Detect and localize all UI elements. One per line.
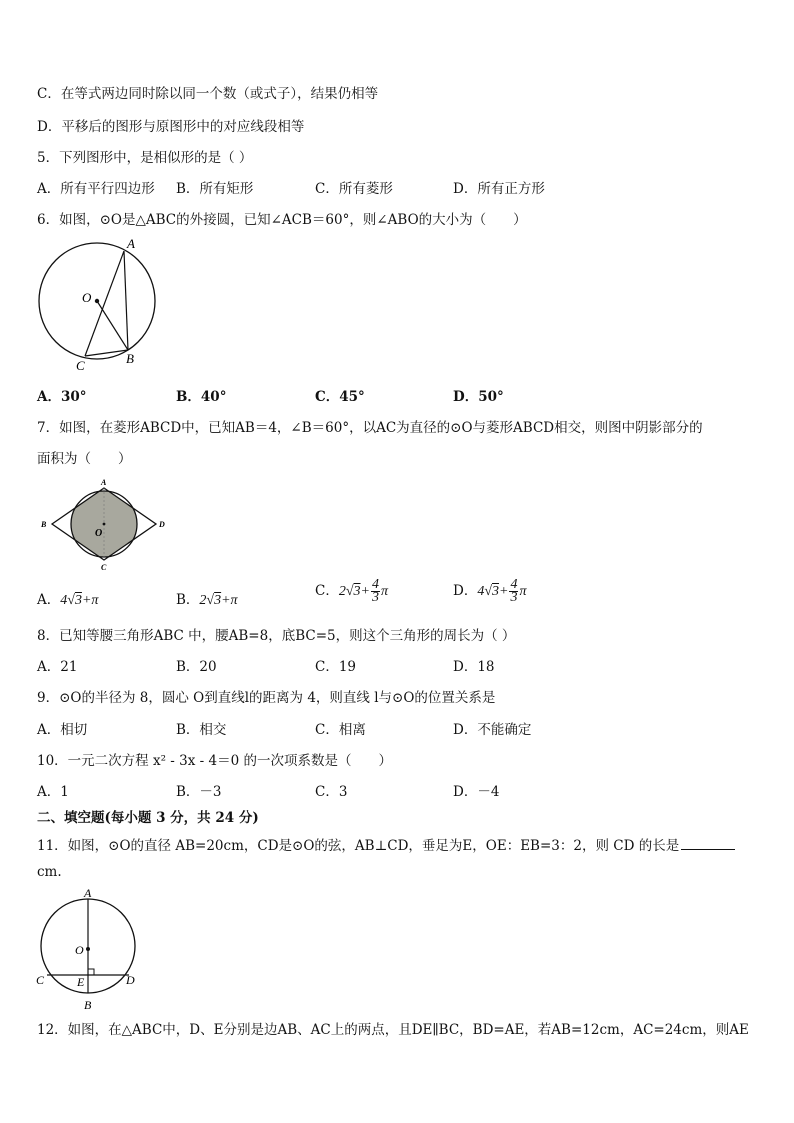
q7-option-d-denominator: 3	[510, 590, 518, 605]
q6-stem: 6．如图，⊙O是△ABC的外接圆，已知∠ACB＝60°，则∠ABO的大小为（ ）	[37, 212, 527, 228]
q7-label-d: D	[159, 520, 165, 529]
q11-stem-text: 11．如图，⊙O的直径 AB=20cm，CD是⊙O的弦，AB⊥CD，垂足为E，OE：EB=3：2，则 CD 的长是	[37, 838, 680, 854]
q9-stem: 9．⊙O的半径为 8，圆心 O到直线l的距离为 4，则直线 l与⊙O的位置关系是	[37, 690, 496, 706]
q8-option-b: B．20	[176, 659, 217, 675]
q6-segment-ab	[124, 251, 128, 350]
q11-label-o: O	[75, 943, 84, 957]
q7-option-b-tail: +π	[221, 593, 238, 608]
q6-option-d: D．50°	[453, 389, 504, 405]
q9-option-b: B．相交	[176, 722, 227, 738]
q6-center-dot	[95, 299, 99, 303]
q11-label-e: E	[77, 975, 85, 989]
q5-option-b: B．所有矩形	[176, 181, 254, 197]
q10-option-b: B．－3	[176, 784, 222, 800]
q7-option-a-tail: +π	[81, 593, 99, 608]
q11-label-c: C	[36, 973, 45, 987]
q8-option-a: A．21	[37, 659, 78, 675]
q9-option-c: C．相离	[315, 722, 366, 738]
q11-label-d: D	[126, 973, 135, 987]
q7-label-c: C	[101, 563, 107, 572]
q6-label-o: O	[82, 290, 92, 305]
q6-option-b: B．40°	[176, 389, 227, 405]
q6-label-b: B	[126, 351, 134, 366]
q10-option-d: D．－4	[453, 784, 500, 800]
q8-stem: 8．已知等腰三角形ABC 中，腰AB=8，底BC=5，则这个三角形的周长为（ ）	[37, 628, 516, 644]
q7-stem-line1: 7．如图，在菱形ABCD中，已知AB＝4，∠B＝60°，以AC为直径的⊙O与菱形ABCD相交，则图中阴影部分的	[37, 420, 703, 436]
q6-label-c: C	[76, 358, 85, 373]
q4-option-c: C．在等式两边同时除以同一个数（或式子），结果仍相等	[37, 86, 379, 102]
q7-option-c-letter: C．	[315, 583, 339, 599]
q9-option-a: A．相切	[37, 722, 88, 738]
q5-option-d: D．所有正方形	[453, 181, 545, 197]
q12-stem: 12．如图，在△ABC中，D、E分别是边AB、AC上的两点，且DE∥BC，BD=AE，若AB=12cm，AC=24cm，则AE	[37, 1022, 749, 1038]
q6-label-a: A	[127, 236, 135, 251]
q7-option-c: C．2√3+ $\frac{4}{3}$ π	[315, 577, 388, 605]
q5-option-a: A．所有平行四边形	[37, 181, 155, 197]
q11-circle-figure	[30, 886, 145, 1014]
q7-option-d: D．4√3+ $\frac{4}{3}$ π	[453, 577, 527, 605]
q7-stem-line2: 面积为（ ）	[37, 451, 132, 467]
q7-option-b: B．2√3+π	[176, 592, 238, 608]
q11-answer-blank[interactable]	[681, 837, 735, 850]
q11-center-dot	[86, 947, 90, 951]
q11-stem-line2: cm.	[37, 864, 62, 880]
q7-option-d-numerator: 4	[510, 577, 518, 592]
q7-option-d-letter: D．	[453, 583, 478, 599]
q7-label-b: B	[41, 520, 47, 529]
q7-option-d-fraction	[509, 579, 518, 604]
q5-option-c: C．所有菱形	[315, 181, 393, 197]
q7-option-d-radicand: 3	[492, 584, 500, 599]
q7-option-c-fraction	[371, 579, 380, 604]
q9-option-d: D．不能确定	[453, 722, 532, 738]
q10-stem: 10．一元二次方程 x² - 3x - 4＝0 的一次项系数是（ ）	[37, 753, 392, 769]
section-2-title: 二、填空题(每小题 3 分，共 24 分)	[37, 810, 259, 826]
q7-option-c-radicand: 3	[353, 584, 361, 599]
q6-segment-ob	[97, 301, 128, 350]
q7-option-a-letter: A．	[37, 592, 61, 608]
q6-option-c: C．45°	[315, 389, 365, 405]
q7-label-o: O	[95, 528, 103, 539]
q7-option-d-plus: +	[499, 584, 509, 599]
q11-right-angle-mark	[88, 969, 94, 975]
q10-option-c: C．3	[315, 784, 348, 800]
q7-option-a-radicand: 3	[74, 593, 82, 608]
q7-option-b-coef: 2	[199, 593, 207, 608]
q7-rhombus-figure	[36, 474, 171, 574]
q11-label-a: A	[84, 886, 92, 900]
q7-option-c-coef: 2	[338, 584, 346, 599]
q7-label-a: A	[101, 478, 107, 487]
q6-circle-figure	[30, 232, 170, 377]
q7-option-b-letter: B．	[176, 592, 200, 608]
q10-option-a: A．1	[37, 784, 69, 800]
q7-option-c-denominator: 3	[371, 590, 379, 605]
q7-option-d-coef: 4	[477, 584, 485, 599]
q5-stem: 5．下列图形中，是相似形的是（ ）	[37, 150, 253, 166]
q6-option-a: A．30°	[37, 389, 87, 405]
q7-center-dot	[103, 523, 106, 526]
q7-option-a: A．4√3+π	[37, 592, 99, 608]
q4-option-d: D．平移后的图形与原图形中的对应线段相等	[37, 119, 305, 135]
q7-option-c-plus: +	[360, 584, 370, 599]
q7-option-b-radicand: 3	[214, 593, 222, 608]
q7-option-c-pi: π	[380, 584, 388, 599]
q11-label-b: B	[84, 998, 92, 1012]
q11-stem-line1	[37, 834, 735, 854]
q7-option-c-numerator: 4	[371, 577, 379, 592]
q7-option-a-coef: 4	[60, 593, 68, 608]
q8-option-d: D．18	[453, 659, 495, 675]
q7-option-d-pi: π	[519, 584, 527, 599]
q8-option-c: C．19	[315, 659, 357, 675]
